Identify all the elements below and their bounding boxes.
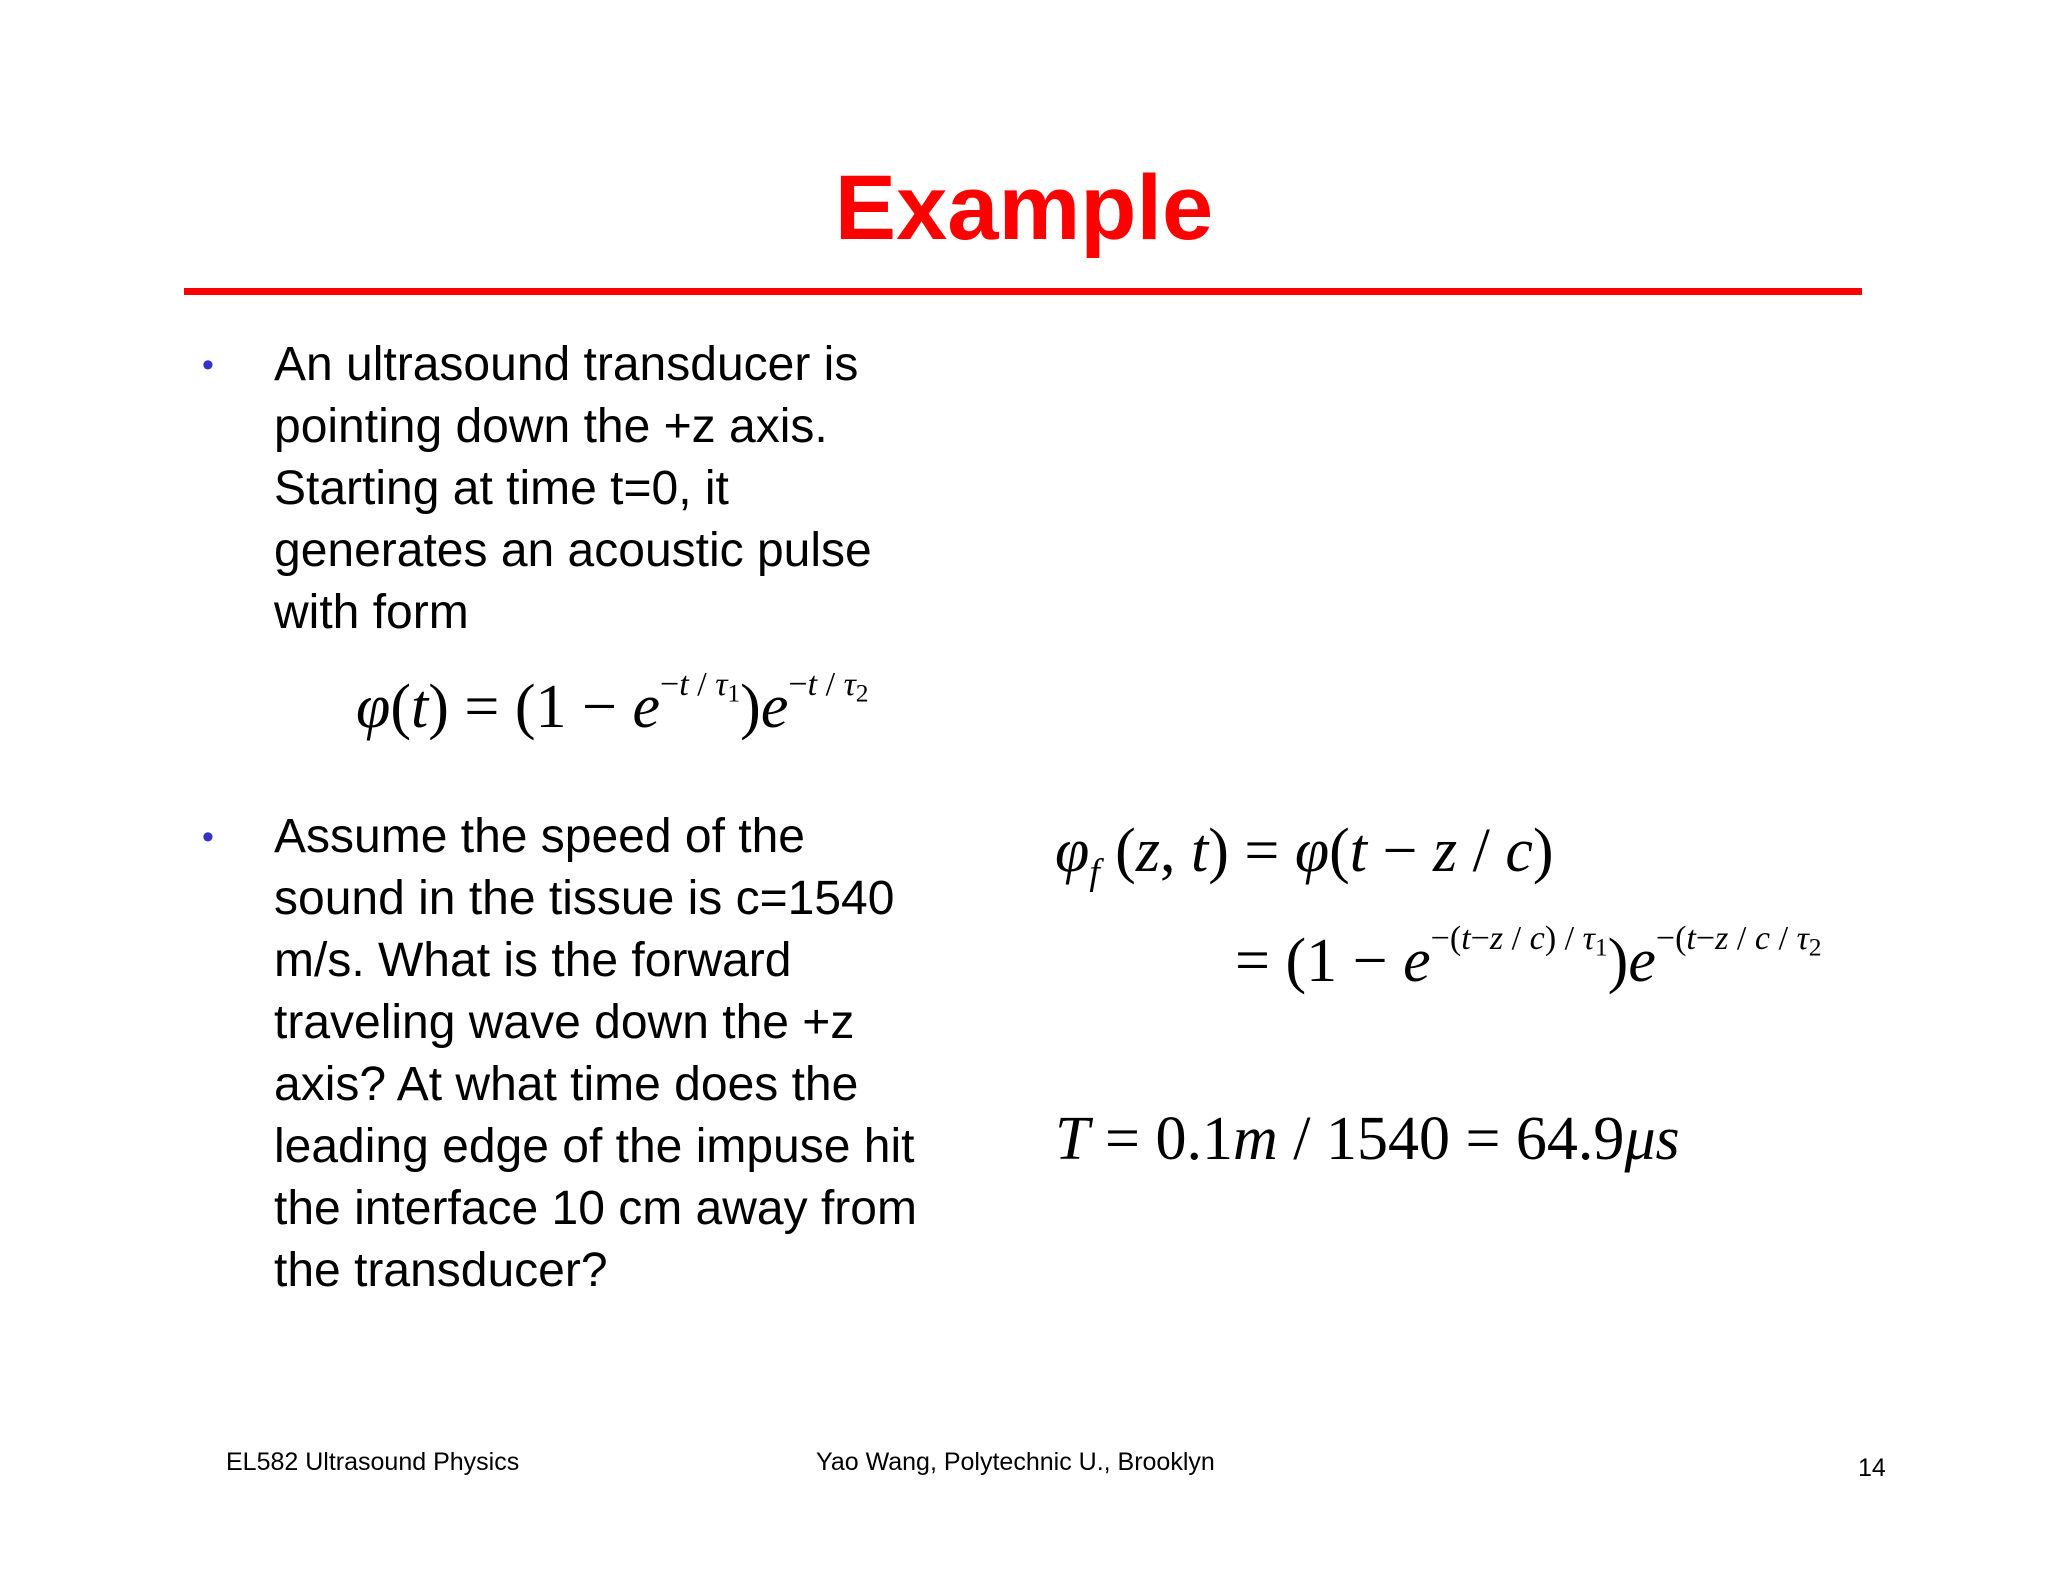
- bullet-line: An ultrasound transducer is: [274, 338, 859, 391]
- footer-author: Yao Wang, Polytechnic U., Brooklyn: [816, 1448, 1215, 1476]
- bullet-line: generates an acoustic pulse: [274, 524, 872, 577]
- title-underline: [184, 288, 1862, 295]
- equation-pulse-form: $\varphi(t) = (1 - e^{-t / \tau 1})e^{-t / \tau 2}$: [356, 665, 869, 741]
- bullet-line: m/s. What is the forward: [274, 934, 792, 987]
- bullet-line: the transducer?: [274, 1244, 608, 1297]
- bullet-text-1: [274, 334, 1034, 644]
- bullet-marker: •: [202, 346, 214, 384]
- equation-forward-wave-line1: $\varphi_f$ (z, t) = φ(t − z / c): [1055, 817, 1554, 894]
- footer-course: EL582 Ultrasound Physics: [226, 1448, 520, 1476]
- bullet-line: leading edge of the impuse hit: [274, 1120, 915, 1173]
- bullet-line: traveling wave down the +z: [274, 996, 855, 1049]
- bullet-line: with form: [274, 586, 469, 639]
- bullet-line: sound in the tissue is c=1540: [274, 872, 895, 925]
- slide-title: Example: [834, 157, 1214, 259]
- bullet-line: Starting at time t=0, it: [274, 462, 729, 515]
- page-number: 14: [1858, 1454, 1886, 1482]
- equation-forward-wave-line2: = $(1 - e^{-(t-z / c) / \tau 1})e^{-(t-z / c / \tau 2}$: [1235, 919, 1822, 995]
- bullet-text-2: [274, 806, 1034, 1302]
- bullet-line: axis? At what time does the: [274, 1058, 859, 1111]
- bullet-line: pointing down the +z axis.: [274, 400, 828, 453]
- bullet-line: the interface 10 cm away from: [274, 1182, 917, 1235]
- bullet-marker: •: [202, 818, 214, 856]
- bullet-line: Assume the speed of the: [274, 810, 805, 863]
- equation-time-result: T = 0.1m / 1540 = 64.9μs: [1055, 1105, 1680, 1173]
